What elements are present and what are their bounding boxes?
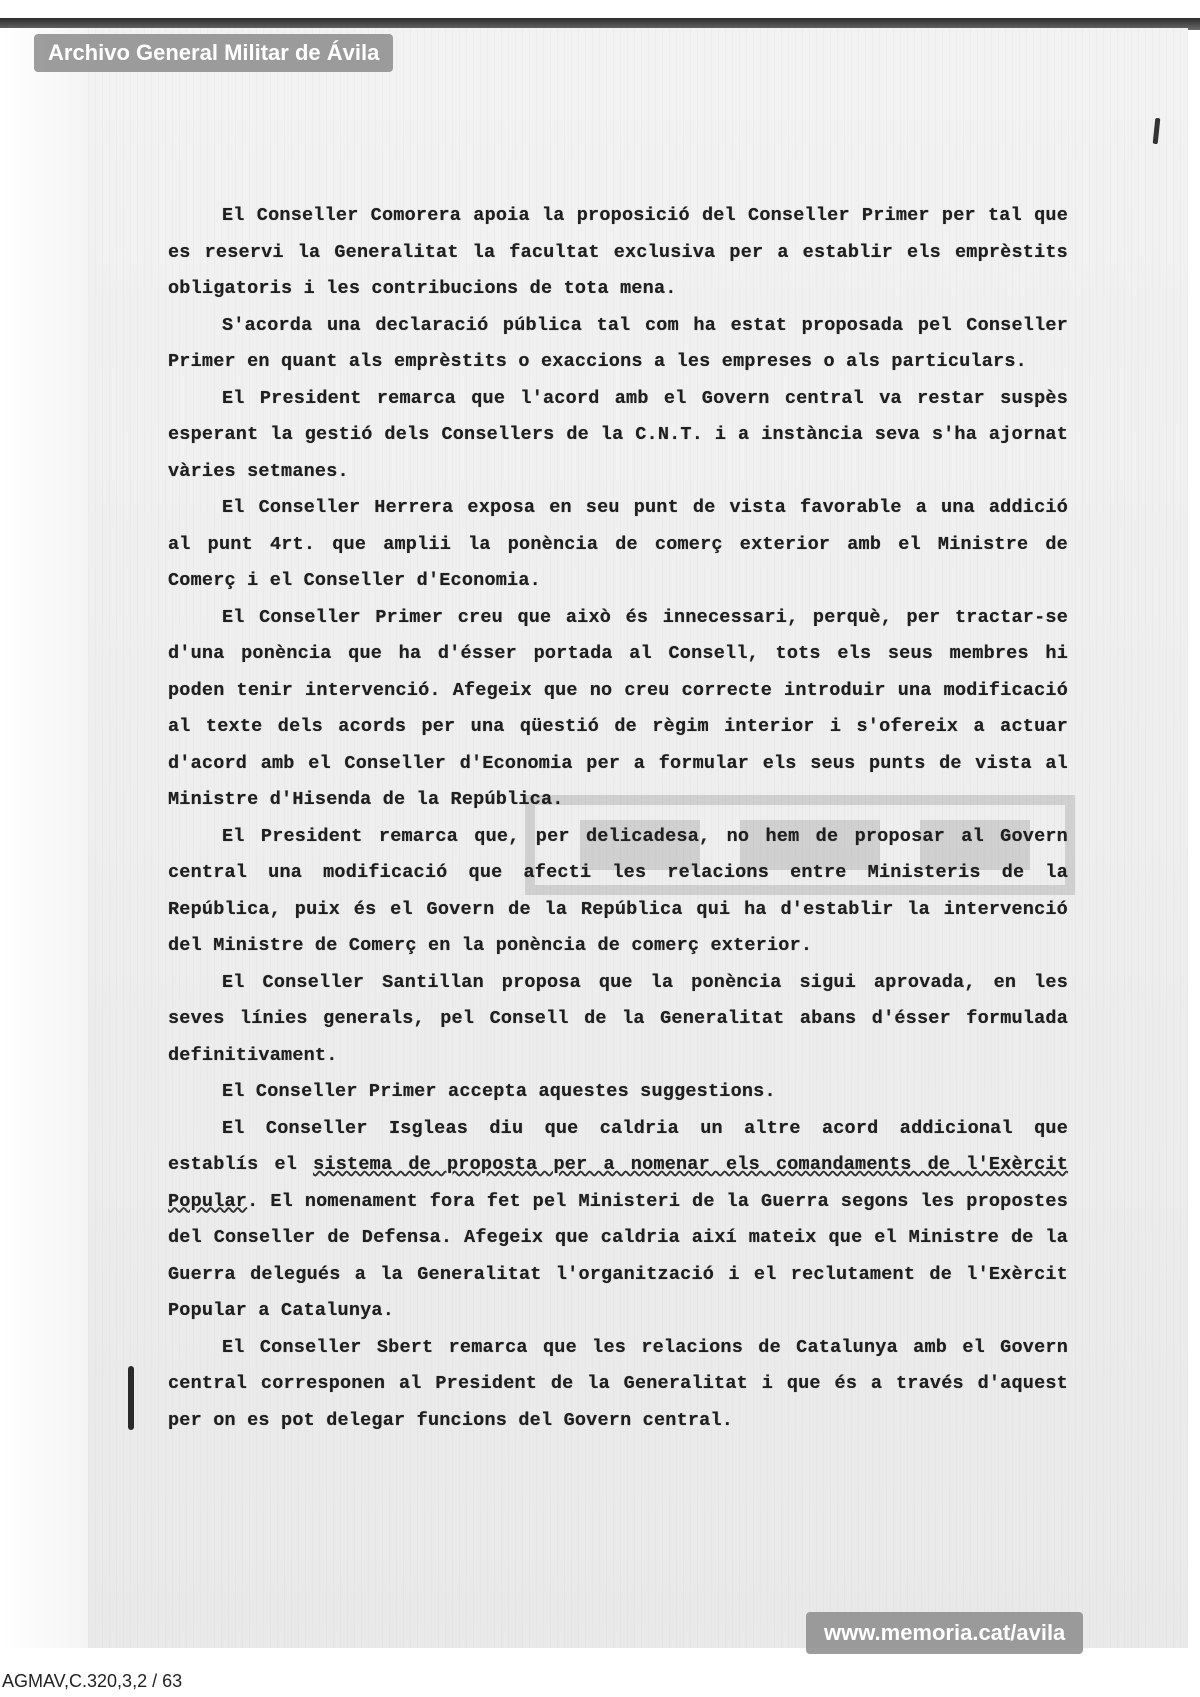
archive-watermark: Archivo General Militar de Ávila <box>34 34 393 72</box>
paragraph-text: El Conseller Isgleas diu que caldria un altre acord addicional que establís el <box>168 1117 1068 1175</box>
paragraph: El Conseller Santillan proposa que la ponència sigui aprovada, en les seves línies generals, pel Consell de la Generalitat abans d'ésser formulada definitivament. <box>168 971 1068 1066</box>
paragraph: El Conseller Comorera apoia la proposició del Conseller Primer per tal que es reservi la Generalitat la facultat exclusiva per a establir els emprèstits obligatoris i les contribucions de tota mena. <box>168 205 1068 299</box>
paragraph: El President remarca que, per delicadesa, no hem de proposar al Govern central una modificació que afecti les relacions entre Ministeris de la República, puix és el Govern de la República qui ha d'establir la intervenció del Ministre de Comerç en la ponència de comerç exterior. <box>168 825 1068 956</box>
paragraph: El Conseller Primer creu que això és innecessari, perquè, per tractar-se d'una ponència que ha d'ésser portada al Consell, tots els seus membres hi poden tenir intervenció. Afegeix que no creu correcte introduir una modificació al texte dels acords per una qüestió de règim interior i s'ofereix a actuar d'acord amb el Conseller d'Economia per a formular els seus punts de vista al Ministre d'Hisenda de la República. <box>168 606 1068 810</box>
paragraph: El Conseller Herrera exposa en seu punt de vista favorable a una addició al punt 4rt. que amplii la ponència de comerç exterior amb el Ministre de Comerç i el Conseller d'Economia. <box>168 497 1068 591</box>
paragraph: El Conseller Primer accepta aquestes suggestions. <box>222 1081 776 1102</box>
document-body <box>168 198 1068 1439</box>
paragraph: El Conseller Sbert remarca que les relacions de Catalunya amb el Govern central corresponen al President de la Generalitat i que és a través d'aquest per on es pot delegar funcions del Govern central. <box>168 1336 1068 1431</box>
scan-margin <box>0 28 90 1648</box>
archive-reference: AGMAV,C.320,3,2 / 63 <box>2 1671 183 1691</box>
paragraph-text: . El nomenament fora fet pel Ministeri de la Guerra segons les propostes del Conseller de Defensa. Afegeix que caldria així mateix que el Ministre de la Guerra delegués a la Generalitat l'organització i el reclutament de l'Exèrcit Popular a Catalunya. <box>168 1190 1068 1321</box>
paragraph-isgleas <box>168 1111 1068 1330</box>
paragraph: S'acorda una declaració pública tal com ha estat proposada pel Conseller Primer en quant als emprèstits o exaccions a les empreses o als particulars. <box>168 314 1068 372</box>
website-watermark: www.memoria.cat/avila <box>806 1612 1083 1654</box>
paragraph: El President remarca que l'acord amb el Govern central va restar suspès esperant la gestió dels Consellers de la C.N.T. i a instància seva s'ha ajornat vàries setmanes. <box>168 387 1068 482</box>
margin-pen-mark <box>128 1366 134 1430</box>
underlined-phrase: sistema de proposta per a nomenar els comandaments de l'Exèrcit Popular <box>168 1154 1069 1212</box>
